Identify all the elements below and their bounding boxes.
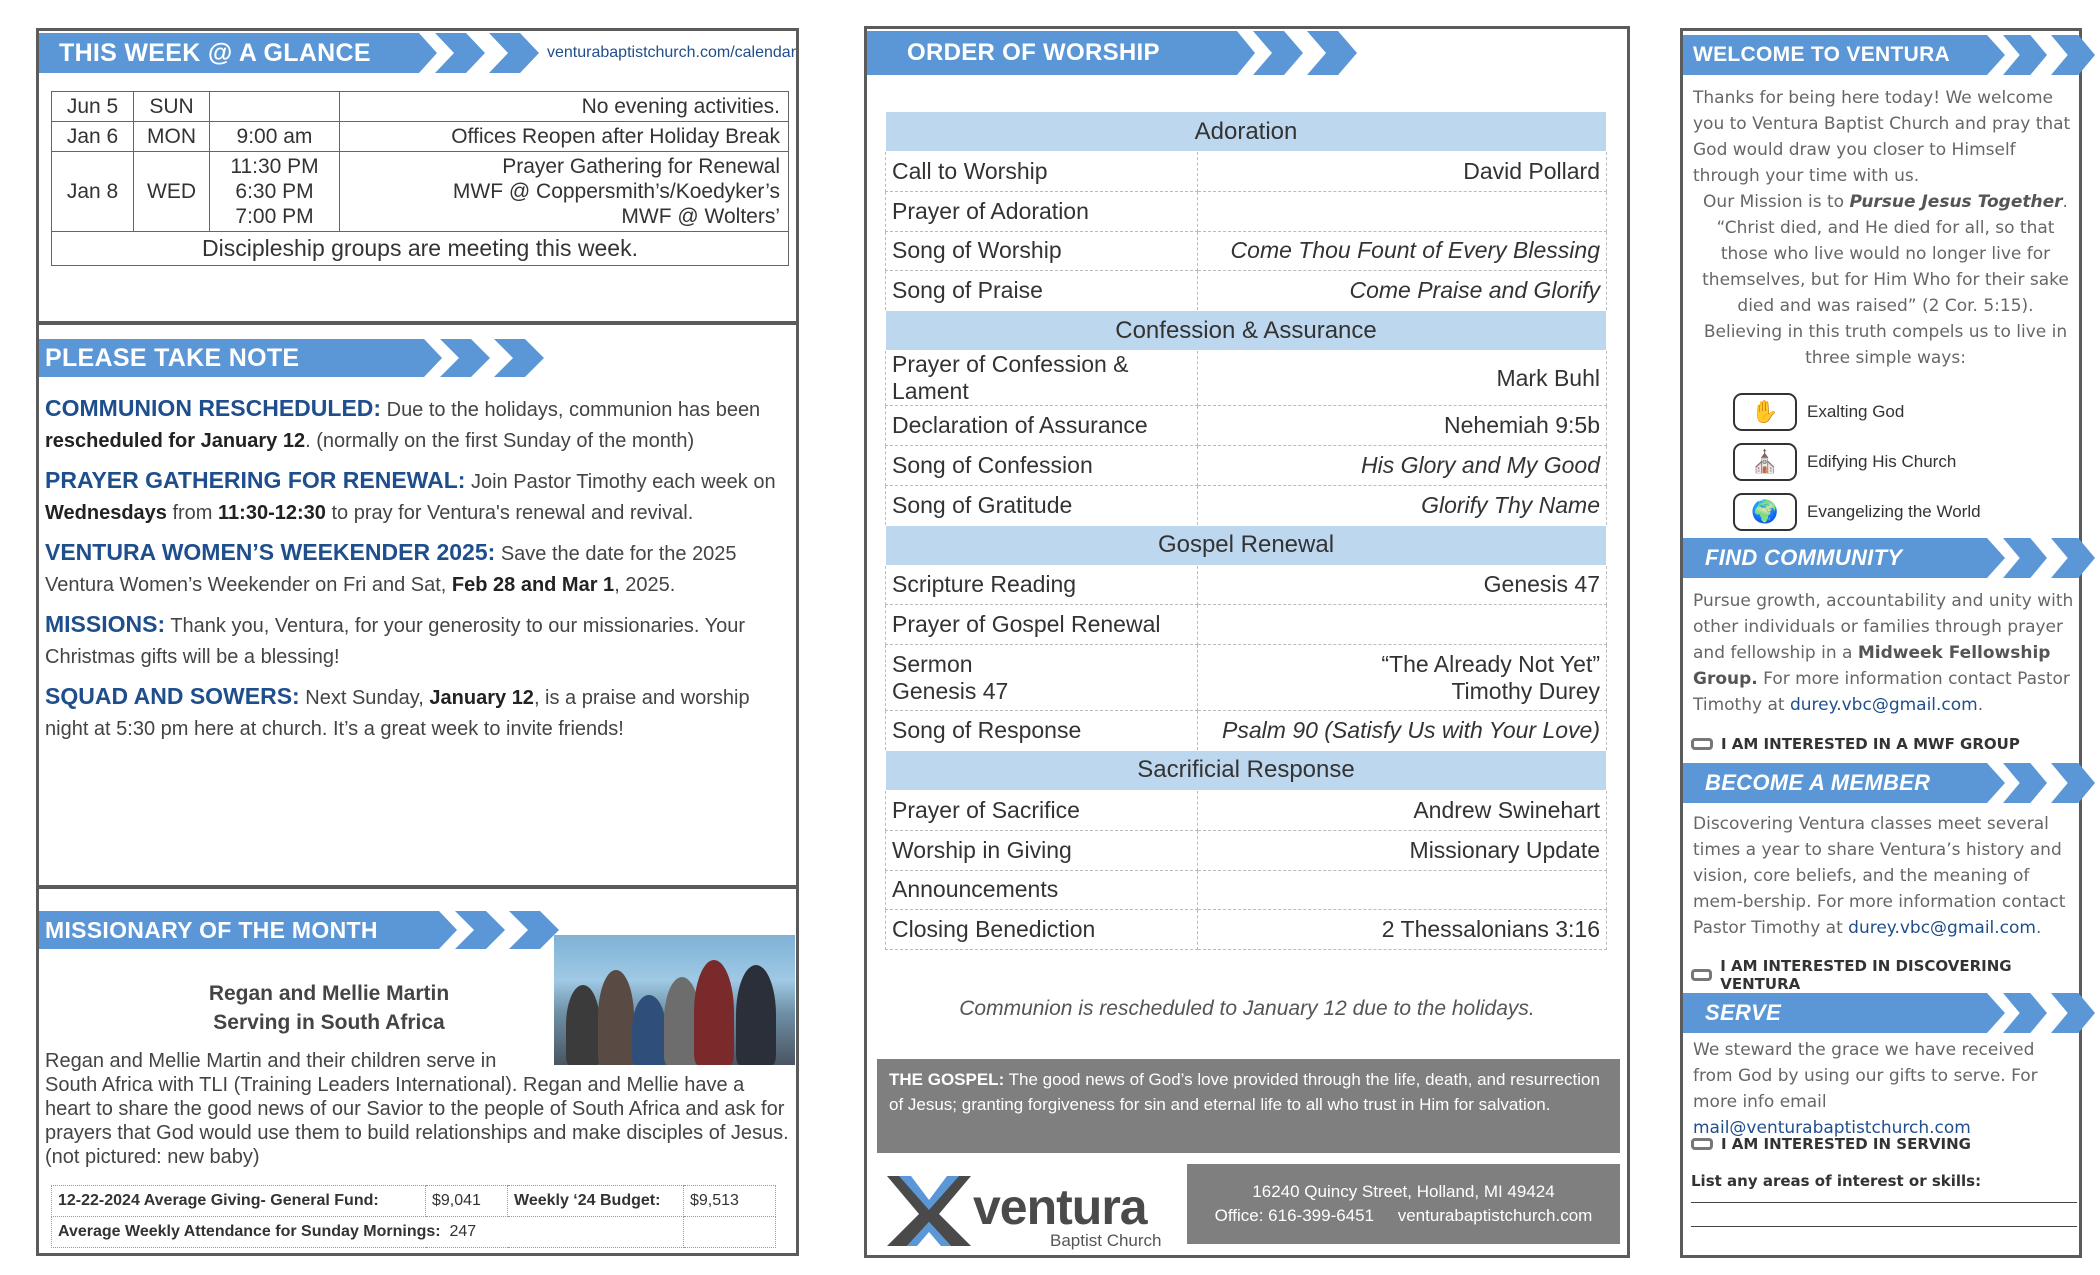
chevron-icon [440,339,490,377]
community-body: Pursue growth, accountability and unity with other individuals or families through prayer and fellowship in a [1693,591,2074,663]
chevron-icon [494,339,544,377]
item-name: Song of Response [886,711,1198,751]
community-bold: Midweek Fellowship Group. [1693,643,2051,689]
way-label: Evangelizing the World [1807,502,1981,521]
chevron-icon [2051,993,2095,1033]
time-cell: 9:00 am [210,122,340,152]
event-line: MWF @ Wolters’ [621,205,780,228]
item-name: Prayer of Adoration [886,191,1198,231]
table-row [886,645,1607,711]
table-row [52,92,789,122]
note-bold: January 12 [429,687,534,709]
checkbox-label: I AM INTERESTED IN A MWF GROUP [1721,735,2020,753]
table-row [886,271,1607,311]
date-cell: Jan 6 [52,122,134,152]
community-title: FIND COMMUNITY [1683,538,1987,578]
welcome-title: WELCOME TO VENTURA [1683,35,1987,75]
discovering-interest-checkbox[interactable] [1691,957,2079,993]
item-value: 2 Thessalonians 3:16 [1198,910,1607,950]
note-heading: VENTURA WOMEN’S WEEKENDER 2025: [45,539,496,565]
table-row [886,711,1607,751]
date-cell: Jun 5 [52,92,134,122]
missionary-name: Regan and Mellie Martin [208,982,450,1005]
welcome-banner [1683,35,2095,75]
member-text [1693,811,2078,941]
serve-text [1693,1037,2078,1141]
worship-title: ORDER OF WORSHIP [867,31,1237,75]
note-text: to pray for Ventura's renewal and revival. [325,502,694,524]
gospel-label: THE GOSPEL: [889,1070,1005,1089]
missionary-family-photo [554,935,795,1065]
member-body: Discovering Ventura classes meet several times a year to share Ventura’s history and vision, core beliefs, and the meaning of mem-bership. For more information contact Pastor Timothy at [1693,814,2066,938]
list-item [1733,487,1981,537]
attendance-label: Average Weekly Attendance for Sunday Mornings: [58,1223,441,1240]
item-name: Closing Benediction [886,910,1198,950]
item-value: Glorify Thy Name [1198,485,1607,525]
community-body: . [1977,695,1984,715]
item-name: Song of Confession [886,445,1198,485]
gospel-box [877,1059,1620,1153]
section-sacrificial: Sacrificial Response [886,750,1607,790]
banner-tip [1987,35,2005,75]
section-row [886,750,1607,790]
item-name: Prayer of Gospel Renewal [886,605,1198,645]
banner-tip [439,911,457,949]
item-name: Song of Worship [886,231,1198,271]
serve-title: SERVE [1683,993,1987,1033]
item-name: Declaration of Assurance [886,406,1198,446]
note-text: from [166,502,219,524]
table-row [886,406,1607,446]
sermon-speaker: Timothy Durey [1451,677,1600,704]
contact-line [1187,1204,1620,1228]
calendar-link[interactable]: venturabaptistchurch.com/calendar [547,44,797,61]
table-row [52,1186,776,1217]
chevron-icon [2051,763,2095,803]
item-name: Call to Worship [886,152,1198,192]
banner-tip [419,33,437,73]
gospel-text: The good news of God’s love provided through the life, death, and resurrection of Jesus; granting forgiveness for sin and eternal life to all who trust in Him for salvation. [889,1070,1600,1114]
table-row [886,351,1607,406]
serve-body: We steward the grace we have received from God by using our gifts to serve. For more info email [1693,1040,2038,1112]
mission-statement [1693,189,2078,215]
note-bold: Feb 28 and Mar 1 [451,574,615,596]
skills-line-2[interactable] [1691,1226,2077,1227]
website[interactable]: venturabaptistchurch.com [1397,1206,1593,1225]
note-bold: Wednesdays [45,502,167,524]
serve-email-link[interactable]: mail@venturabaptistchurch.com [1693,1118,1971,1138]
serve-banner [1683,993,2095,1033]
member-banner [1683,763,2095,803]
banner-tip [1237,31,1255,75]
table-row [886,790,1607,830]
note-text: Due to the holidays, communion has been [381,399,761,421]
chevron-icon [2003,538,2047,578]
item-value: Mark Buhl [1198,351,1607,406]
table-row [52,122,789,152]
event-line: Prayer Gathering for Renewal [502,155,780,178]
missionary-banner [39,911,559,949]
note-text: Thank you, Ventura, for your generosity to our missionaries. Your Christmas gifts will be a blessing! [45,615,746,668]
item-value: Genesis 47 [1198,565,1607,605]
note-text: Save the date for the 2025 Ventura Women’s Weekender on Fri and Sat, [45,543,737,596]
item-name: Prayer of Sacrifice [886,790,1198,830]
believe-text: Believing in this truth compels us to live in three simple ways: [1703,322,2068,368]
item-name: Song of Praise [886,271,1198,311]
way-label: Edifying His Church [1807,452,1957,471]
community-text [1693,588,2078,718]
community-body: For more information contact Pastor Timothy at [1693,669,2070,715]
section-gospel-renewal: Gospel Renewal [886,525,1607,565]
item-value [1198,645,1607,711]
section-row [886,525,1607,565]
chevron-icon [2051,35,2095,75]
budget-label: Weekly ‘24 Budget: [508,1186,684,1217]
item-value: David Pollard [1198,152,1607,192]
note-heading: SQUAD AND SOWERS: [45,683,300,709]
chevron-icon [1253,31,1303,75]
note-prayer [45,465,790,529]
missionary-place: Serving in South Africa [213,1011,445,1034]
table-row [886,830,1607,870]
table-row [886,565,1607,605]
time-line: 7:00 PM [235,205,314,228]
missionary-title: MISSIONARY OF THE MONTH [39,911,439,949]
event-line: MWF @ Coppersmith’s/Koedyker’s [452,180,780,203]
missionary-panel [36,886,799,1256]
street-address: 16240 Quincy Street, Holland, MI 49424 [1252,1182,1555,1201]
item-value: Missionary Update [1198,830,1607,870]
take-note-panel [36,322,799,888]
table-row [52,232,789,266]
ventura-logo [885,1164,1175,1254]
banner-tip [1987,763,2005,803]
missionary-text: Regan and Mellie Martin and their children serve in [45,1050,497,1072]
chevron-icon [2003,763,2047,803]
sermon-label: Sermon [892,650,973,677]
note-text: . (normally on the first Sunday of the month) [305,430,695,452]
chevron-icon [455,911,505,949]
table-row [886,485,1607,525]
checkbox-icon[interactable] [1691,1138,1713,1150]
mission-bold: Pursue Jesus Together [1849,192,2063,212]
sermon-title: “The Already Not Yet” [1381,650,1600,677]
discipleship-note: Discipleship groups are meeting this week. [52,232,789,266]
item-name: Song of Gratitude [886,485,1198,525]
hands-raised-icon: ✋ [1733,393,1797,431]
section-row [886,112,1607,152]
section-adoration: Adoration [886,112,1607,152]
item-value: Come Thou Fount of Every Blessing [1198,231,1607,271]
globe-icon: 🌍 [1733,493,1797,531]
item-value: Andrew Swinehart [1198,790,1607,830]
welcome-paragraph: Thanks for being here today! We welcome you to Ventura Baptist Church and pray that God would draw you closer to Himself through your time with us. [1693,88,2071,186]
logo-word: ventura [973,1179,1147,1235]
item-value [1198,191,1607,231]
chevron-icon [435,33,485,73]
member-title: BECOME A MEMBER [1683,763,1987,803]
giving-label: 12-22-2024 Average Giving- General Fund: [52,1186,426,1217]
way-label: Exalting God [1807,402,1905,421]
checkbox-icon[interactable] [1691,969,1712,981]
take-note-title: PLEASE TAKE NOTE [39,339,424,377]
chevron-icon [2051,538,2095,578]
note-missions [45,609,790,673]
time-cell [210,92,340,122]
table-row [886,191,1607,231]
glance-table [51,91,789,266]
banner-tip [1987,993,2005,1033]
serving-interest-checkbox[interactable] [1691,1135,1971,1153]
note-heading: PRAYER GATHERING FOR RENEWAL: [45,467,466,493]
time-line: 6:30 PM [235,180,314,203]
worship-banner [867,31,1357,75]
logo-subtitle: Baptist Church [1050,1231,1162,1250]
list-item [1733,437,1981,487]
day-cell: WED [134,152,210,232]
item-name: Scripture Reading [886,565,1198,605]
event-cell: Offices Reopen after Holiday Break [340,122,789,152]
note-bold: rescheduled for January 12 [45,430,306,452]
time-cell [210,152,340,232]
date-cell: Jan 8 [52,152,134,232]
item-value: Come Praise and Glorify [1198,271,1607,311]
event-cell [340,152,789,232]
item-name [886,645,1198,711]
item-value: His Glory and My Good [1198,445,1607,485]
chevron-icon [2003,993,2047,1033]
table-row [886,445,1607,485]
church-icon: ⛪ [1733,443,1797,481]
attendance-cell [52,1217,684,1248]
giving-value: $9,041 [426,1186,508,1217]
table-row [886,152,1607,192]
day-cell: SUN [134,92,210,122]
checkbox-label: I AM INTERESTED IN SERVING [1721,1135,1971,1153]
chevron-icon [489,33,539,73]
table-row [886,231,1607,271]
sermon-scripture: Genesis 47 [892,677,1009,704]
note-communion [45,393,790,457]
section-confession: Confession & Assurance [886,311,1607,351]
note-weekender [45,537,790,601]
note-bold: 11:30-12:30 [218,502,326,524]
order-of-worship-panel [864,26,1630,1258]
office-phone: Office: 616-399-6451 [1214,1206,1375,1225]
mission-text: . [2062,192,2068,212]
this-week-title: THIS WEEK @ A GLANCE [39,33,419,73]
giving-stats-table [51,1185,776,1248]
chevron-icon [1307,31,1357,75]
missionary-heading [139,979,519,1037]
item-name: Prayer of Confession & Lament [886,351,1198,406]
worship-order-table [885,111,1607,950]
table-row [52,152,789,232]
banner-tip [1987,538,2005,578]
note-text: Next Sunday, [299,687,430,709]
table-row [52,1217,776,1248]
item-name: Announcements [886,870,1198,910]
community-email-link[interactable]: durey.vbc@gmail.com [1789,695,1978,715]
day-cell: MON [134,122,210,152]
missionary-text: South Africa with TLI (Training Leaders International). Regan and Mellie have a heart to share the good news of our Savior to the people of South Africa and ask for prayers that God would use them to build relationships and make disciples of Jesus. (not pictured: new baby) [45,1074,789,1168]
three-ways-list [1733,387,1981,537]
note-text: , 2025. [614,574,676,596]
skills-prompt [1691,1172,1981,1190]
member-email-link[interactable]: durey.vbc@gmail.com [1848,918,2036,938]
item-name: Worship in Giving [886,830,1198,870]
budget-value: $9,513 [684,1186,776,1217]
ventura-x-mark-icon [885,1170,975,1250]
table-row [886,910,1607,950]
missionary-description [45,1049,795,1169]
time-line: 11:30 PM [230,155,319,178]
checkbox-icon[interactable] [1691,738,1713,750]
address-box [1187,1164,1620,1244]
note-heading: COMMUNION RESCHEDULED: [45,395,382,421]
item-value [1198,870,1607,910]
item-value: Nehemiah 9:5b [1198,406,1607,446]
chevron-icon [2003,35,2047,75]
event-cell: No evening activities. [340,92,789,122]
table-row [886,605,1607,645]
attendance-value: 247 [449,1223,477,1240]
note-text: Join Pastor Timothy each week on [465,471,776,493]
skills-label: List any areas of interest or skills: [1691,1172,1982,1190]
note-text: , is a praise and worship night at 5:30 pm here at church. It’s a great week to invite friends! [45,687,750,740]
banner-tip [424,339,442,377]
item-value [1198,605,1607,645]
checkbox-label: I AM INTERESTED IN DISCOVERING VENTURA [1720,957,2012,993]
mwf-interest-checkbox[interactable] [1691,735,2020,753]
scripture-verse: “Christ died, and He died for all, so that those who live would no longer live for themselves, but for Him Who for their sake died and was raised” (2 Cor. 5:15). [1702,218,2069,316]
chevron-icon [509,911,559,949]
empty-cell [684,1217,776,1248]
welcome-text [1693,85,2078,371]
welcome-panel [1680,28,2082,1258]
section-row [886,311,1607,351]
community-banner [1683,538,2095,578]
take-note-banner [39,339,544,377]
this-week-banner [39,33,796,73]
table-row [886,870,1607,910]
member-body: . [2035,918,2042,938]
note-heading: MISSIONS: [45,611,166,637]
communion-note: Communion is rescheduled to January 12 due to the holidays. [959,997,1535,1020]
notes-list [45,393,790,753]
note-squad [45,681,790,745]
mission-text: Our Mission is to [1703,192,1850,212]
skills-line-1[interactable] [1691,1202,2077,1203]
this-week-panel [36,28,799,324]
item-value: Psalm 90 (Satisfy Us with Your Love) [1198,711,1607,751]
list-item [1733,387,1981,437]
